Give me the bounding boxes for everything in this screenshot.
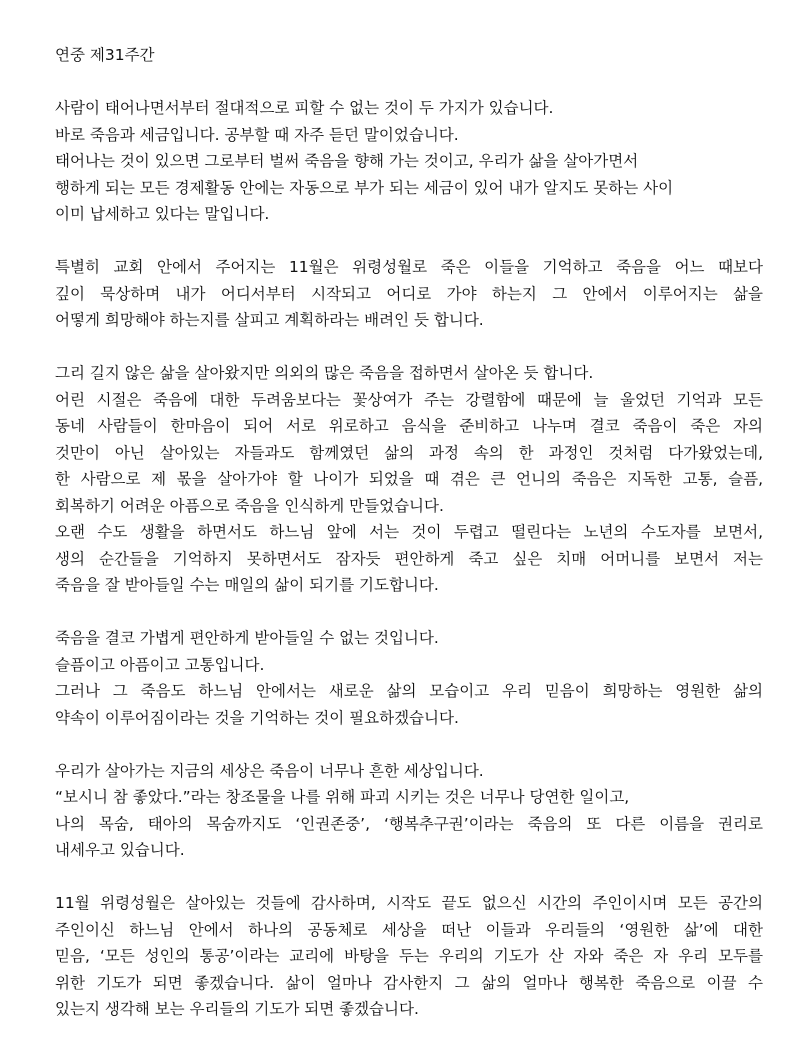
paragraph	[55, 625, 763, 731]
document-body	[55, 42, 763, 1049]
text-line: 위한 기도가 되면 좋겠습니다. 삶이 얼마나 감사한지 그 삶의 얼마나 행복한 죽음으로 이끌 수	[55, 973, 763, 992]
text-line: 행하게 되는 모든 경제활동 안에는 자동으로 부가 되는 세금이 있어 내가 알지도 못하는 사이	[55, 178, 674, 197]
text-line: 11월 위령성월은 살아있는 것들에 감사하며, 시작도 끝도 없으신 시간의 주인이시며 모든 공간의	[55, 894, 763, 912]
text-line: 한 사람으로 제 몫을 살아가야 할 나이가 되었을 때 겪은 큰 언니의 죽음은 지독한 고통, 슬픔,	[55, 470, 763, 488]
text-line: 특별히 교회 안에서 주어지는 11월은 위령성월로 죽은 이들을 기억하고 죽음을 어느 때보다	[55, 258, 763, 276]
text-line: 약속이 이루어짐이라는 것을 기억하는 것이 필요하겠습니다.	[55, 708, 459, 727]
document-title: 연중 제31주간	[55, 46, 155, 64]
text-line: 죽음을 잘 받아들일 수는 매일의 삶이 되기를 기도합니다.	[55, 576, 439, 594]
paragraph	[55, 95, 763, 228]
text-line: 사람이 태어나면서부터 절대적으로 피할 수 없는 것이 두 가지가 있습니다.	[55, 99, 554, 117]
text-line: 회복하기 어려운 아픔으로 죽음을 인식하게 만들었습니다.	[55, 496, 444, 515]
text-line: 깊이 묵상하며 내가 어디서부터 시작되고 어디로 가야 하는지 그 안에서 이루어지는 삶을	[55, 284, 763, 303]
text-line: 이미 납세하고 있다는 말입니다.	[55, 205, 270, 223]
text-line: “보시니 참 좋았다.”라는 창조물을 나를 위해 파괴 시키는 것은 너무나 당연한 일이고,	[55, 788, 630, 806]
text-line: 주인이신 하느님 안에서 하나의 공동체로 세상을 떠난 이들과 우리들의 ‘영원한 삶’에 대한	[55, 920, 763, 939]
text-line: 어린 시절은 죽음에 대한 두려움보다는 꽃상여가 주는 강렬함에 때문에 늘 울었던 기억과 모든	[55, 390, 763, 409]
paragraph	[55, 254, 763, 334]
paragraph	[55, 360, 763, 599]
text-line: 믿음, ‘모든 성인의 통공’이라는 교리에 바탕을 두는 우리의 기도가 산 자와 죽은 자 우리 모두를	[55, 947, 763, 965]
text-line: 나의 목숨, 태아의 목숨까지도 ‘인권존중’, ‘행복추구권’이라는 죽음의 또 다른 이름을 권리로	[55, 814, 763, 833]
text-line: 동네 사람들이 한마음이 되어 서로 위로하고 음식을 준비하고 나누며 결코 죽음이 죽은 자의	[55, 417, 763, 435]
text-line: 어떻게 희망해야 하는지를 살피고 계획하라는 배려인 듯 합니다.	[55, 311, 484, 329]
paragraphs-container	[55, 95, 763, 1023]
text-line: 내세우고 있습니다.	[55, 841, 185, 859]
text-line: 죽음을 결코 가볍게 편안하게 받아들일 수 없는 것입니다.	[55, 629, 439, 647]
paragraph	[55, 758, 763, 864]
text-line: 생의 순간들을 기억하지 못하면서도 잠자듯 편안하게 죽고 싶은 치매 어머니를 보면서 저는	[55, 549, 763, 568]
text-line: 있는지 생각해 보는 우리들의 기도가 되면 좋겠습니다.	[55, 1000, 419, 1018]
text-line: 우리가 살아가는 지금의 세상은 죽음이 너무나 흔한 세상입니다.	[55, 761, 484, 780]
text-line: 바로 죽음과 세금입니다. 공부할 때 자주 듣던 말이었습니다.	[55, 125, 459, 144]
text-line: 것만이 아닌 살아있는 자들과도 함께였던 삶의 과정 속의 한 과정인 것처럼 다가왔었는데,	[55, 443, 763, 462]
text-line: 오랜 수도 생활을 하면서도 하느님 앞에 서는 것이 두렵고 떨린다는 노년의 수도자를 보면서,	[55, 523, 763, 541]
text-line: 태어나는 것이 있으면 그로부터 벌써 죽음을 향해 가는 것이고, 우리가 삶을 살아가면서	[55, 152, 639, 170]
paragraph	[55, 890, 763, 1023]
text-line: 슬픔이고 아픔이고 고통입니다.	[55, 655, 265, 674]
text-line: 그러나 그 죽음도 하느님 안에서는 새로운 삶의 모습이고 우리 믿음이 희망하는 영원한 삶의	[55, 682, 763, 700]
text-line: 그리 길지 않은 삶을 살아왔지만 의외의 많은 죽음을 접하면서 살아온 듯 합니다.	[55, 364, 594, 382]
